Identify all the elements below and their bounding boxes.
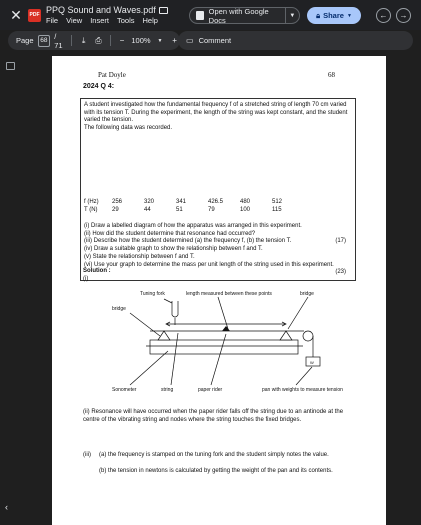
row-label: T (N) bbox=[84, 207, 98, 214]
part-text: (i) Draw a labelled diagram of how the apparatus was arranged in this experiment. bbox=[84, 223, 302, 229]
thumbnails-icon[interactable] bbox=[6, 62, 15, 70]
question-part bbox=[84, 246, 352, 254]
solution-part-label: (i) bbox=[83, 276, 89, 282]
table-cell: 44 bbox=[144, 207, 151, 214]
answer-iii-b: (b) the tension in newtons is calculated by getting the weight of the pan and its contents. bbox=[99, 468, 333, 474]
menu-file[interactable]: File bbox=[46, 16, 59, 25]
answer-iii-label: (iii) bbox=[83, 452, 91, 458]
part-mark: (17) bbox=[335, 238, 346, 245]
menu-view[interactable]: View bbox=[66, 16, 83, 25]
data-table bbox=[84, 199, 301, 215]
solution-label: Solution : bbox=[83, 268, 111, 274]
chevron-down-icon[interactable]: ▼ bbox=[346, 12, 352, 19]
weight-label: W bbox=[310, 360, 314, 365]
table-cell: 256 bbox=[112, 199, 123, 206]
label-string: string bbox=[161, 387, 174, 393]
solution-heading bbox=[83, 267, 111, 283]
page-label: Page bbox=[16, 36, 34, 45]
left-rail bbox=[0, 56, 20, 525]
docs-icon bbox=[196, 11, 204, 20]
share-button[interactable] bbox=[307, 7, 361, 24]
table-cell: 29 bbox=[112, 207, 119, 214]
intro-text: A student investigated how the fundamental frequency f of a stretched string of length 70 cm varied with its tension T. During the experiment, the length of the string was kept constant, and the student varied the tension. bbox=[84, 102, 348, 124]
question-part bbox=[84, 262, 352, 270]
question-title: 2024 Q 4: bbox=[83, 83, 115, 90]
table-cell: 480 bbox=[240, 199, 251, 206]
table-cell: 426.5 bbox=[208, 199, 224, 206]
title-block bbox=[46, 5, 168, 25]
pdf-file-icon: PDF bbox=[28, 9, 41, 22]
previous-arrow-icon[interactable]: ← bbox=[376, 8, 391, 23]
intro-text-2: The following data was recorded. bbox=[84, 125, 173, 132]
part-text: (iii) Describe how the student determined (a) the frequency f, (b) the tension T. bbox=[84, 238, 292, 245]
comment-label: Comment bbox=[198, 36, 232, 45]
table-cell: 320 bbox=[144, 199, 155, 206]
menu-tools[interactable]: Tools bbox=[116, 16, 135, 25]
question-part bbox=[84, 238, 352, 246]
question-part bbox=[84, 254, 352, 262]
paper-rider-shape bbox=[222, 326, 230, 331]
sonometer-diagram bbox=[108, 289, 353, 397]
comment-button[interactable] bbox=[178, 31, 413, 50]
tuning-fork-shape bbox=[172, 301, 178, 325]
pulley bbox=[303, 331, 313, 341]
menu-help[interactable]: Help bbox=[142, 16, 158, 25]
table-cell: 341 bbox=[176, 199, 187, 206]
label-sonometer: Sonometer bbox=[112, 387, 137, 393]
question-intro bbox=[84, 102, 352, 133]
question-part bbox=[84, 223, 352, 231]
close-icon[interactable]: ✕ bbox=[10, 6, 22, 23]
part-text: (ii) How did the student determine that resonance had occurred? bbox=[84, 230, 256, 237]
answer-iii-a: (a) the frequency is stamped on the tuning fork and the student simply notes the value. bbox=[99, 452, 329, 458]
download-icon[interactable]: ⤓ bbox=[81, 35, 86, 45]
print-icon[interactable]: ⎙ bbox=[95, 35, 102, 45]
part-text: (vi) Use your graph to determine the mass per unit length of the string used in this experiment. bbox=[84, 261, 334, 268]
label-paper-rider: paper rider bbox=[198, 387, 223, 393]
lock-icon: 🔒︎ bbox=[316, 10, 321, 20]
zoom-dropdown-icon[interactable]: ▼ bbox=[157, 37, 163, 44]
part-text: (v) State the relationship between f and T. bbox=[84, 253, 195, 260]
page-header-name: Pat Doyle bbox=[98, 71, 126, 79]
page-header-number: 68 bbox=[328, 71, 335, 79]
divider bbox=[110, 35, 111, 46]
answer-ii: (ii) Resonance will have occurred when the paper rider falls off the string due to an antinode at the centre of the vibrating string and nodes where the string touches the fixed bridges. bbox=[83, 409, 344, 423]
page-number-input[interactable]: 68 bbox=[38, 35, 51, 47]
question-part bbox=[84, 269, 352, 277]
zoom-in-button[interactable]: + bbox=[172, 36, 177, 45]
folder-icon[interactable] bbox=[159, 7, 168, 14]
row-label: f (Hz) bbox=[84, 199, 99, 206]
table-row bbox=[84, 199, 301, 207]
divider bbox=[71, 35, 72, 46]
pdf-toolbar bbox=[8, 31, 413, 50]
label-bridge-left: bridge bbox=[112, 306, 126, 312]
table-row bbox=[84, 207, 301, 215]
part-text: (iv) Draw a suitable graph to show the relationship between f and T. bbox=[84, 246, 263, 253]
total-mark: (23) bbox=[335, 269, 346, 276]
label-tuning-fork: Tuning fork bbox=[140, 291, 165, 297]
total-pages: / 71 bbox=[54, 31, 63, 50]
label-length: length measured between these points bbox=[186, 291, 272, 297]
table-cell: 512 bbox=[272, 199, 283, 206]
question-part bbox=[84, 231, 352, 239]
bridge-right-shape bbox=[280, 331, 292, 340]
label-pan: pan with weights to measure tension bbox=[262, 387, 343, 393]
table-cell: 115 bbox=[272, 207, 282, 214]
chevron-down-icon[interactable]: ▼ bbox=[289, 12, 296, 19]
table-cell: 100 bbox=[240, 207, 251, 214]
label-bridge-right: bridge bbox=[300, 291, 314, 297]
pdf-page bbox=[52, 56, 386, 525]
comment-icon: ▭ bbox=[186, 36, 194, 45]
zoom-out-button[interactable]: − bbox=[119, 36, 125, 45]
table-cell: 79 bbox=[208, 207, 215, 214]
question-box bbox=[80, 98, 356, 281]
menu-insert[interactable]: Insert bbox=[90, 16, 109, 25]
question-parts bbox=[84, 223, 352, 277]
file-title[interactable]: PPQ Sound and Waves.pdf bbox=[46, 5, 156, 15]
table-cell: 51 bbox=[176, 207, 183, 214]
next-arrow-icon[interactable]: → bbox=[396, 8, 411, 23]
zoom-level[interactable]: 100% bbox=[131, 36, 151, 45]
sonometer-box bbox=[150, 340, 298, 354]
back-arrow-icon[interactable]: ‹ bbox=[5, 502, 8, 512]
menu-bar bbox=[46, 16, 168, 25]
open-with-google-docs-button[interactable] bbox=[189, 7, 300, 24]
page-controls bbox=[8, 31, 180, 50]
open-with-label: Open with Google Docs bbox=[208, 6, 269, 25]
share-label: Share bbox=[323, 11, 344, 20]
